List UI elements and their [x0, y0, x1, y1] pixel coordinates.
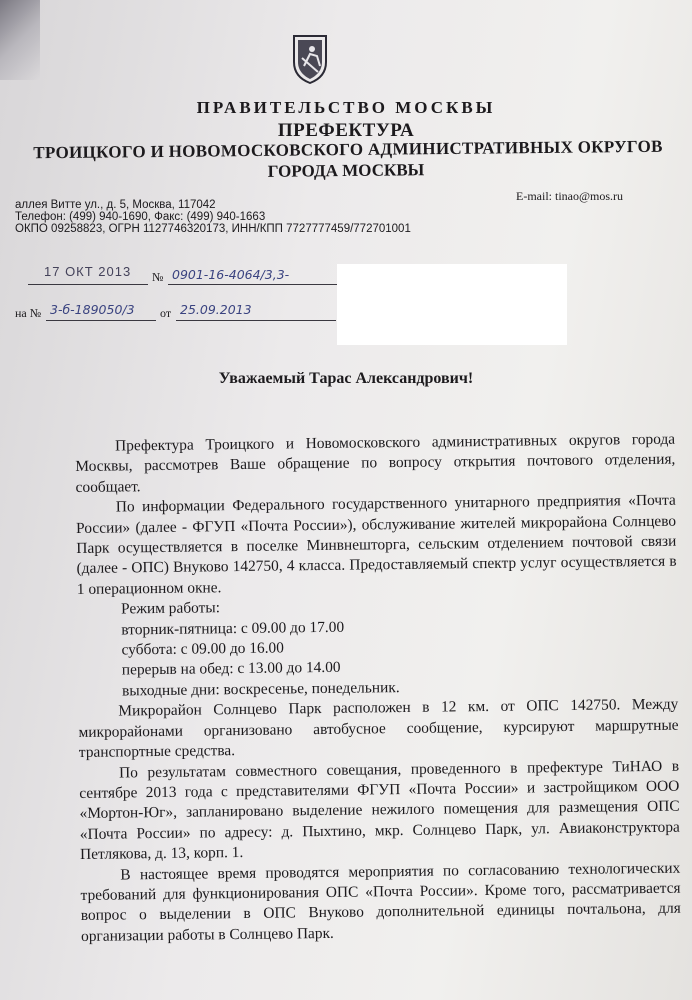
page-corner-shadow [0, 0, 40, 80]
schedule-days-off: выходные дни: воскресенье, понедельник. [122, 678, 400, 700]
paragraph-meeting: По результатам совместного совещания, проведенного в префектуре ТиНАО в сентябре 2013 года с представителями ФГУП «Почта России» и застройщиком ООО «Мортон-Юг», запланировано выделение нежилого помещения для размещения ОПС «Почта России» по адресу: д. Пыхтино, мкр. Солнцево Парк, ул. Авиаконструктора Петлякова, д. 13, корп. 1. [79, 757, 680, 864]
registration-codes: ОКПО 09258823, ОГРН 1127746320173, ИНН/КПП 7727777459/772701001 [15, 223, 411, 235]
letter-body [75, 430, 681, 947]
outgoing-number-label: № [152, 270, 164, 284]
redacted-addressee [337, 264, 567, 345]
moscow-coat-of-arms-icon [290, 32, 330, 84]
government-name: ПРАВИТЕЛЬСТВО МОСКВЫ [196, 98, 496, 117]
paragraph-transport: Микрорайон Солнцево Парк расположен в 12 км. от ОПС 142750. Между микрорайонами организовано автобусное сообщение, курсируют маршрутные транспортные средства. [78, 695, 679, 762]
paragraph-intro: Префектура Троицкого и Новомосковского административных округов города Москвы, рассмотрев Ваше обращение по вопросу открытия почтового отделения, сообщает. [75, 430, 676, 496]
email-address: E-mail: tinao@mos.ru [516, 189, 624, 203]
schedule-saturday: суббота: с 09.00 до 16.00 [121, 639, 285, 659]
reference-date: 25.09.2013 [180, 302, 252, 317]
date-underline [28, 284, 148, 285]
reference-number-label: на № [15, 306, 42, 320]
number-underline [168, 284, 338, 285]
paragraph-current-actions: В настоящее время проводятся мероприятия по согласованию технологических требований для функционирования ОПС «Почта России». Кроме того, рассматривается вопрос о выделении в ОПС Внуково дополнительной единицы почтальона, для организации работы в Солнцево Парк. [80, 859, 681, 945]
prefecture-city: ГОРОДА МОСКВЫ [267, 160, 425, 181]
greeting: Уважаемый Тарас Александрович! [218, 370, 474, 387]
schedule-title: Режим работы: [121, 599, 221, 618]
date-stamp: 17 ОКТ 2013 [44, 264, 132, 279]
outgoing-number: 0901-16-4064/3,3- [172, 267, 290, 282]
prefecture-districts: ТРОИЦКОГО И НОВОМОСКОВСКОГО АДМИНИСТРАТИВНЫХ ОКРУГОВ [33, 136, 663, 163]
prefecture-title: ПРЕФЕКТУРА [277, 120, 415, 141]
schedule-weekdays: вторник-пятница: с 09.00 до 17.00 [121, 618, 345, 639]
reference-number: 3-б-189050/3 [50, 302, 135, 317]
reference-date-underline [176, 320, 336, 321]
schedule-lunch: перерыв на обед: с 13.00 до 14.00 [121, 659, 341, 679]
postal-address: аллея Витте ул., д. 5, Москва, 117042 [15, 199, 216, 211]
paragraph-service-info: По информации Федерального государственного унитарного предприятия «Почта России» (далее - ФГУП «Почта России»), обслуживание жителей микрорайона Солнцево Парк осуществляется в поселке Минвнешторга, сельским отделением почтовой связи (далее - ОПС) Внуково 142750, 4 класса. Предоставляемый спектр услуг осуществляется в 1 операционном окне. [76, 491, 677, 598]
phone-fax: Телефон: (499) 940-1690, Факс: (499) 940-1663 [15, 211, 266, 223]
reference-date-label: от [160, 306, 172, 320]
reference-underline [46, 320, 156, 321]
